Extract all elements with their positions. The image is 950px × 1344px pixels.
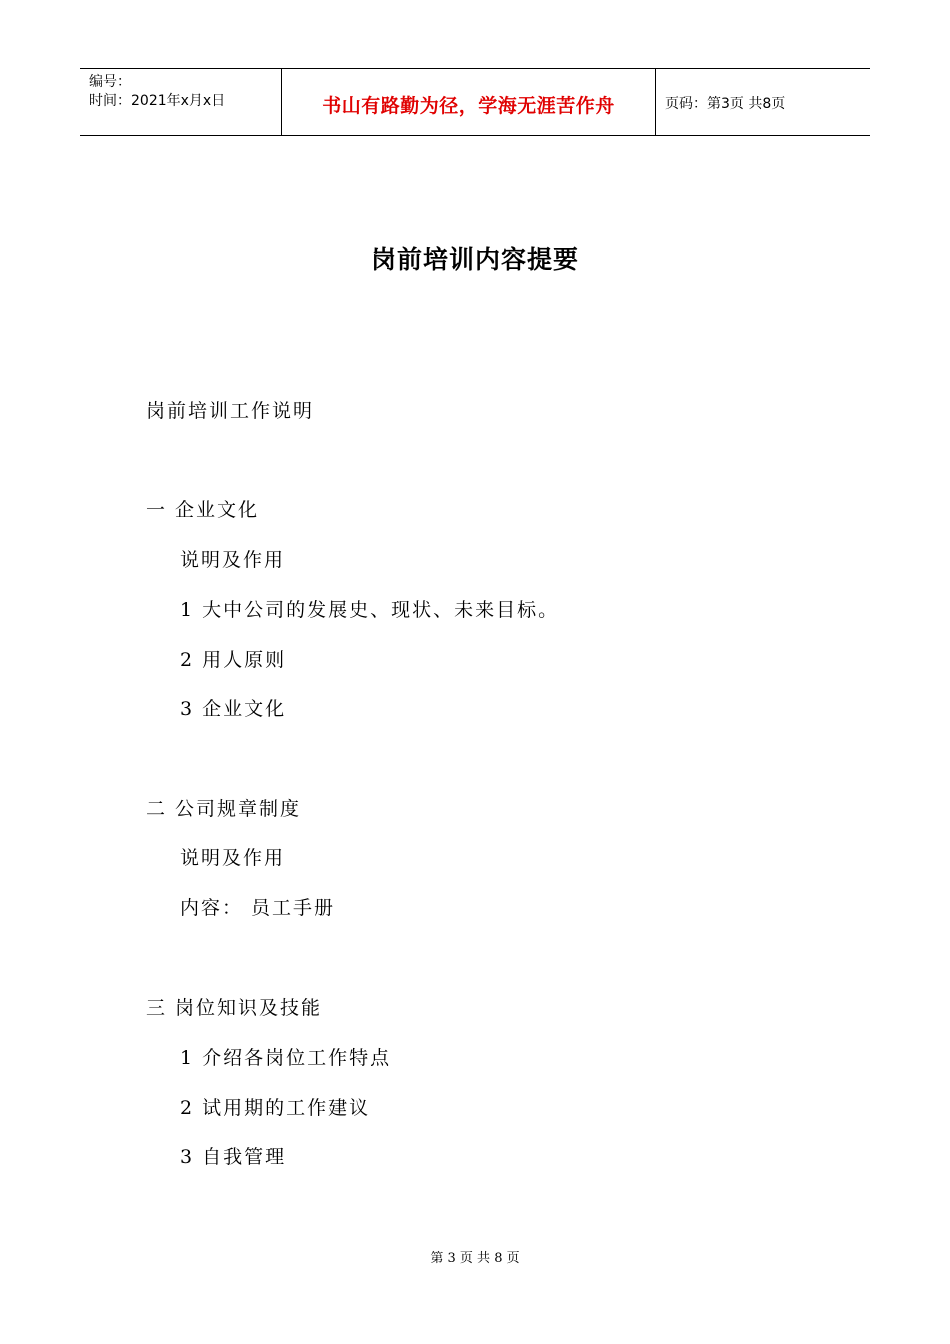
document-number-label: 编号：	[89, 74, 131, 90]
list-item: 3 自我管理	[180, 1146, 287, 1168]
document-header	[80, 68, 870, 136]
list-item: 2 用人原则	[180, 649, 287, 671]
page-footer: 第 3 页 共 8 页	[430, 1251, 520, 1266]
list-item: 说明及作用	[180, 549, 286, 571]
section-heading: 一 企业文化	[146, 499, 260, 521]
document-title: 岗前培训内容提要	[370, 245, 579, 274]
header-motto-cell	[282, 69, 656, 135]
header-page-info: 页码：第3页 共8页	[665, 96, 786, 112]
section-heading: 三 岗位知识及技能	[146, 997, 323, 1019]
list-item: 1 大中公司的发展史、现状、未来目标。	[180, 599, 560, 621]
list-item: 说明及作用	[180, 847, 286, 869]
section-heading: 二 公司规章制度	[146, 798, 302, 820]
document-time-label: 时间：2021年x月x日	[89, 93, 226, 109]
list-item: 1 介绍各岗位工作特点	[180, 1047, 392, 1069]
list-item: 2 试用期的工作建议	[180, 1097, 371, 1119]
header-motto: 书山有路勤为径，学海无涯苦作舟	[322, 94, 615, 117]
header-meta-cell	[80, 69, 282, 135]
list-item: 内容： 员工手册	[180, 897, 336, 919]
intro-text: 岗前培训工作说明	[146, 400, 315, 422]
header-page-cell	[656, 69, 870, 135]
list-item: 3 企业文化	[180, 698, 287, 720]
